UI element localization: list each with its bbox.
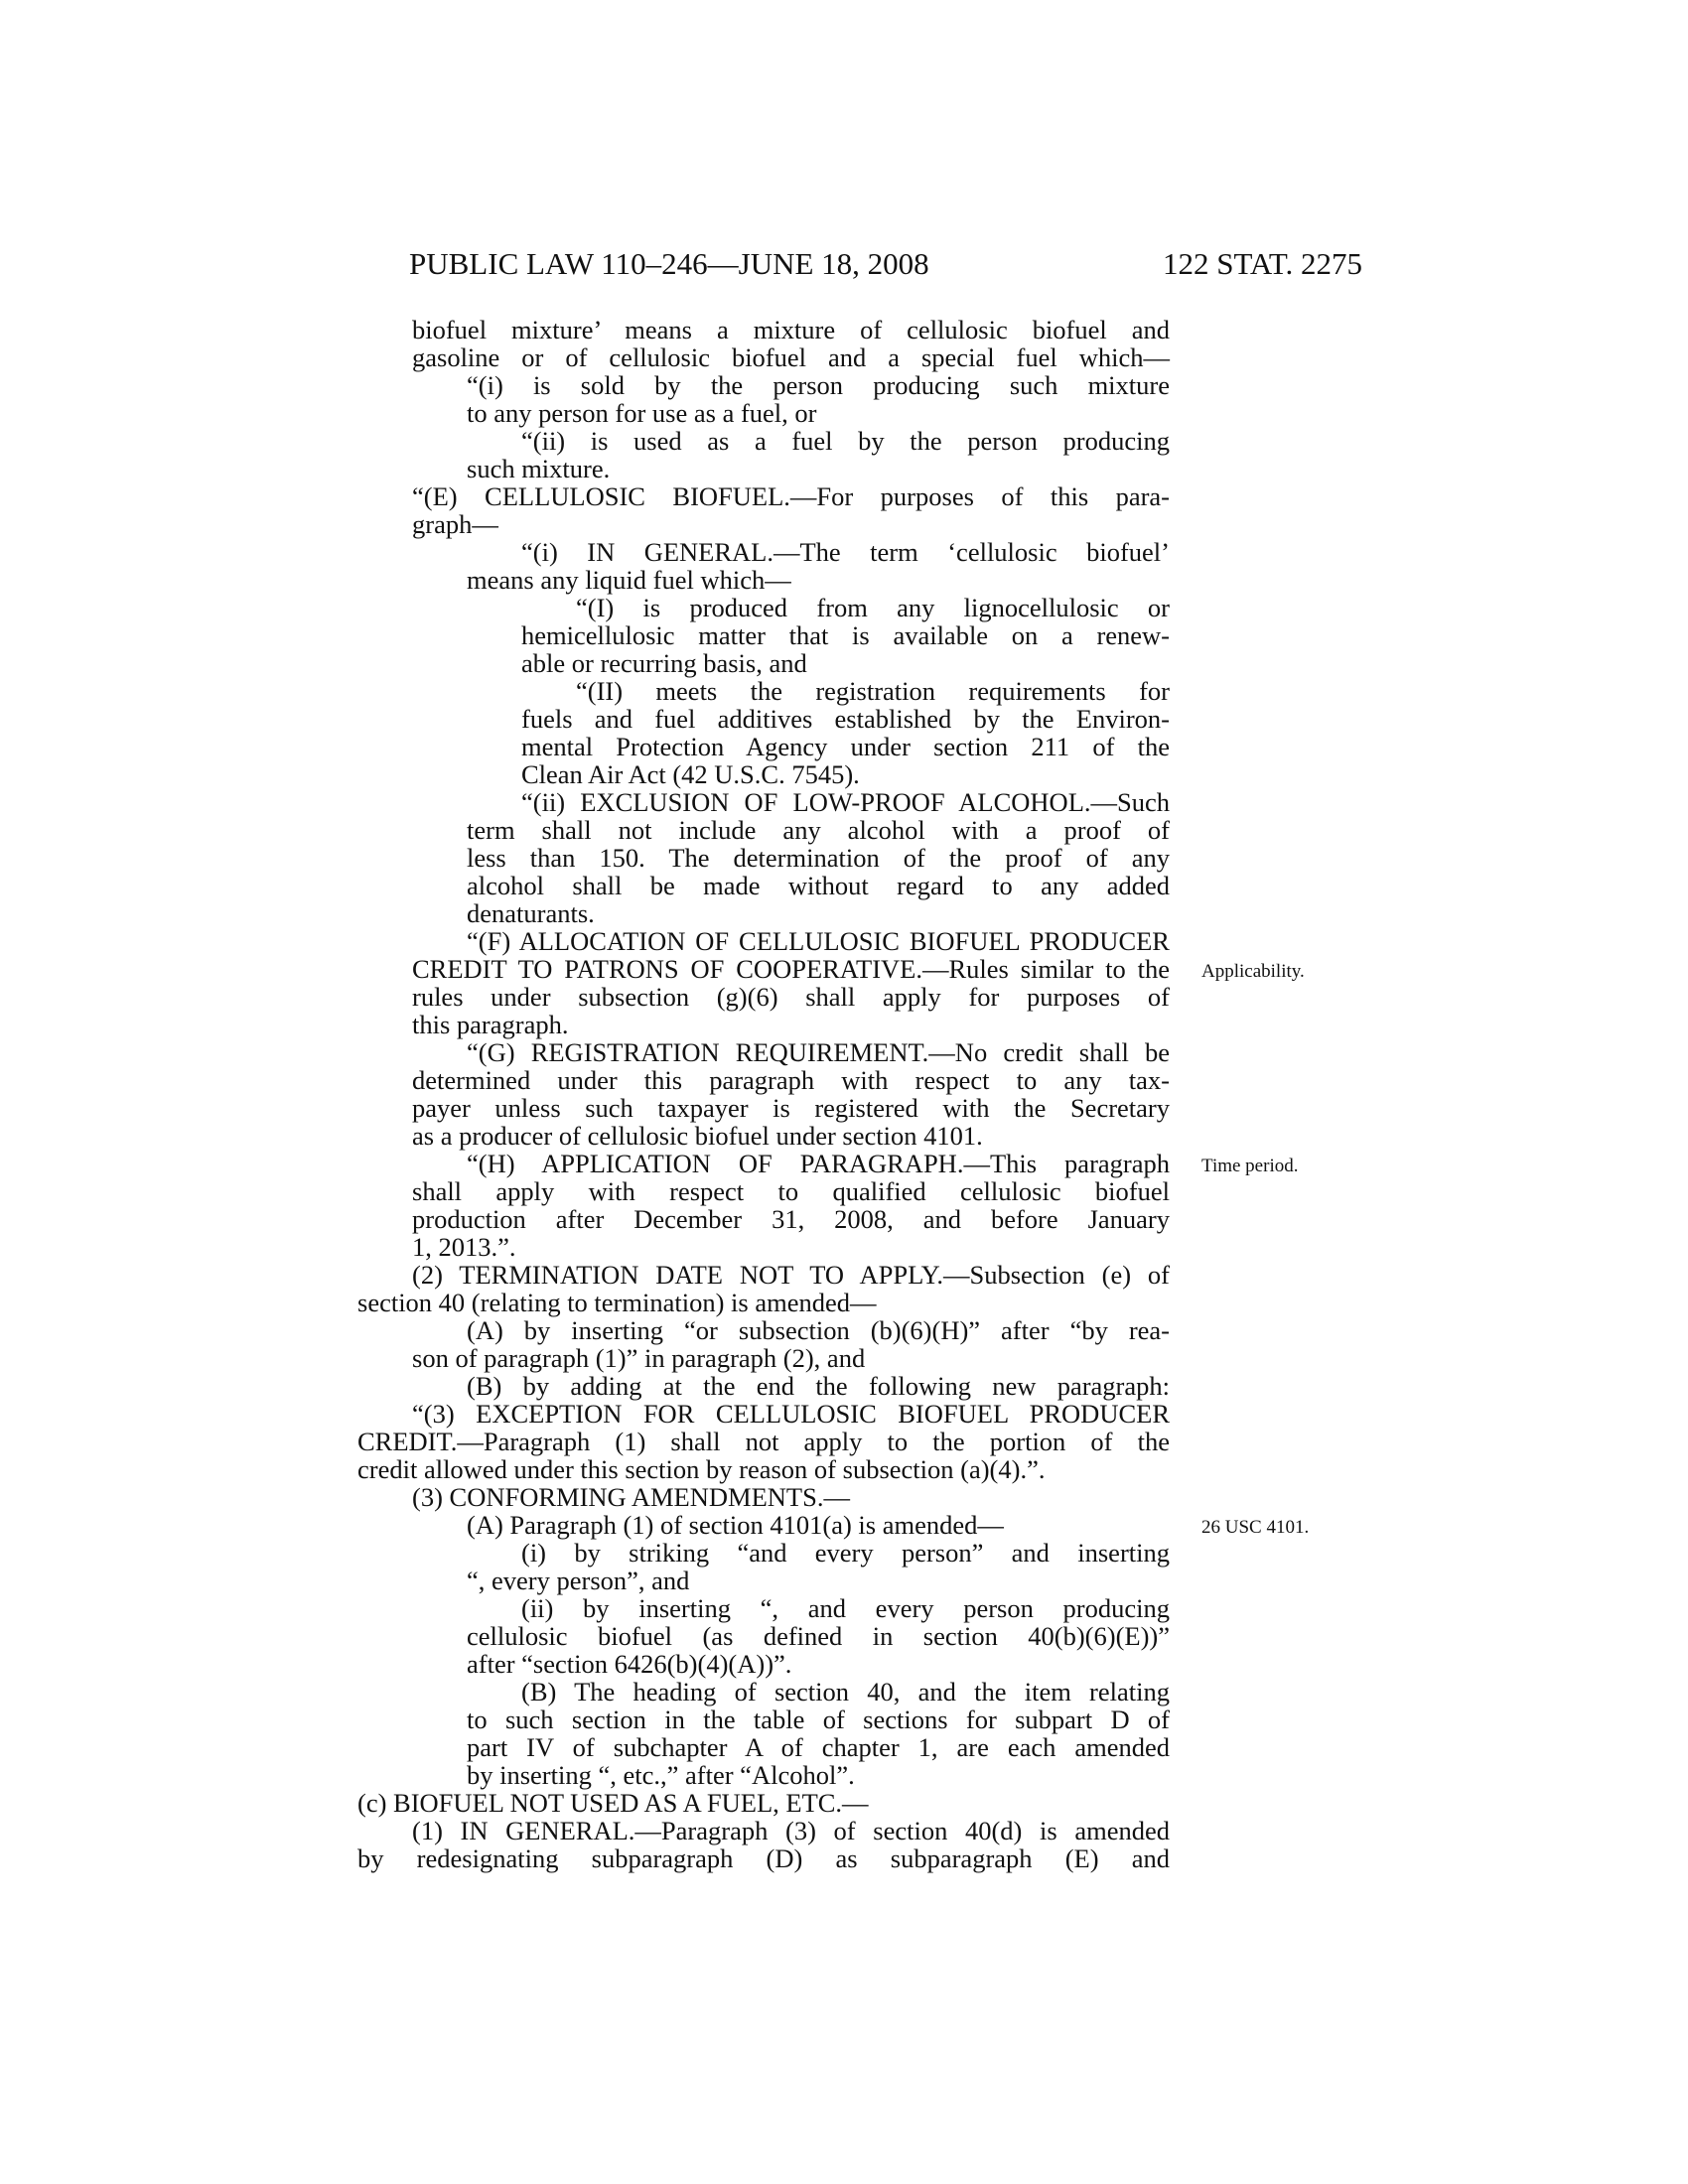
text-line: “(G) REGISTRATION REQUIREMENT.—No credit shall be <box>467 1037 1170 1067</box>
margin-note-applicability: Applicability. <box>1201 961 1305 982</box>
text-line: CREDIT TO PATRONS OF COOPERATIVE.—Rules similar to the <box>412 954 1170 984</box>
text-line: (i) by striking “and every person” and inserting <box>521 1538 1170 1568</box>
text-line: such mixture. <box>467 454 611 483</box>
text-line: (A) by inserting “or subsection (b)(6)(H)” after “by rea- <box>467 1315 1170 1345</box>
text-line: son of paragraph (1)” in paragraph (2), and <box>412 1343 866 1373</box>
statute-body-text <box>357 316 1170 1872</box>
text-line: denaturants. <box>467 898 595 928</box>
text-line: means any liquid fuel which— <box>467 565 791 595</box>
text-line: “(ii) is used as a fuel by the person producing <box>521 426 1170 456</box>
text-line: (c) BIOFUEL NOT USED AS A FUEL, ETC.— <box>357 1788 869 1818</box>
text-line: 1, 2013.”. <box>412 1232 516 1262</box>
text-line: “(H) APPLICATION OF PARAGRAPH.—This paragraph <box>467 1149 1170 1178</box>
text-line: to any person for use as a fuel, or <box>467 398 817 428</box>
text-line: (2) TERMINATION DATE NOT TO APPLY.—Subsection (e) of <box>412 1260 1170 1290</box>
text-line: section 40 (relating to termination) is amended— <box>357 1288 877 1317</box>
text-line: production after December 31, 2008, and before January <box>412 1204 1170 1234</box>
text-line: rules under subsection (g)(6) shall apply for purposes of <box>412 982 1170 1012</box>
text-line: credit allowed under this section by reason of subsection (a)(4).”. <box>357 1454 1046 1484</box>
text-line: fuels and fuel additives established by the Environ- <box>521 704 1170 734</box>
text-line: (A) Paragraph (1) of section 4101(a) is amended— <box>467 1510 1004 1540</box>
text-line: payer unless such taxpayer is registered with the Secretary <box>412 1093 1170 1123</box>
text-line: “(i) is sold by the person producing such mixture <box>467 370 1170 400</box>
margin-note-time-period: Time period. <box>1201 1156 1299 1176</box>
text-line: Clean Air Act (42 U.S.C. 7545). <box>521 759 860 789</box>
text-line: as a producer of cellulosic biofuel under section 4101. <box>412 1121 983 1151</box>
text-line: (B) The heading of section 40, and the item relating <box>521 1677 1170 1706</box>
header-statute-page: 122 STAT. 2275 <box>1162 246 1362 281</box>
text-line: “(ii) EXCLUSION OF LOW-PROOF ALCOHOL.—Such <box>521 787 1170 817</box>
text-line: to such section in the table of sections for subpart D of <box>467 1705 1170 1734</box>
text-line: part IV of subchapter A of chapter 1, are each amended <box>467 1732 1170 1762</box>
text-line: “(II) meets the registration requirements for <box>576 676 1170 706</box>
text-line: this paragraph. <box>412 1010 569 1039</box>
text-line: able or recurring basis, and <box>521 648 807 678</box>
text-line: cellulosic biofuel (as defined in section 40(b)(6)(E))” <box>467 1621 1170 1651</box>
text-line: alcohol shall be made without regard to any added <box>467 871 1170 900</box>
text-line: CREDIT.—Paragraph (1) shall not apply to the portion of the <box>357 1427 1170 1456</box>
text-line: (3) CONFORMING AMENDMENTS.— <box>412 1482 850 1512</box>
text-line: by redesignating subparagraph (D) as subparagraph (E) and <box>357 1843 1170 1873</box>
text-line: “(I) is produced from any lignocellulosic or <box>576 593 1170 622</box>
text-line: (B) by adding at the end the following new paragraph: <box>467 1371 1170 1401</box>
text-line: “(i) IN GENERAL.—The term ‘cellulosic biofuel’ <box>521 537 1170 567</box>
text-line: “(3) EXCEPTION FOR CELLULOSIC BIOFUEL PRODUCER <box>412 1399 1170 1429</box>
text-line: after “section 6426(b)(4)(A))”. <box>467 1649 792 1679</box>
text-line: by inserting “, etc.,” after “Alcohol”. <box>467 1760 855 1790</box>
header-public-law: PUBLIC LAW 110–246—JUNE 18, 2008 <box>409 246 929 281</box>
running-header <box>409 246 1362 286</box>
text-line: hemicellulosic matter that is available on a renew- <box>521 620 1170 650</box>
text-line: “, every person”, and <box>467 1566 690 1595</box>
text-line: “(F) ALLOCATION OF CELLULOSIC BIOFUEL PRODUCER <box>467 926 1170 956</box>
text-line: term shall not include any alcohol with a proof of <box>467 815 1170 845</box>
text-line: (ii) by inserting “, and every person producing <box>521 1593 1170 1623</box>
text-line: less than 150. The determination of the proof of any <box>467 843 1170 873</box>
text-line: gasoline or of cellulosic biofuel and a special fuel which— <box>412 342 1170 372</box>
text-line: (1) IN GENERAL.—Paragraph (3) of section 40(d) is amended <box>412 1816 1170 1845</box>
text-line: determined under this paragraph with respect to any tax- <box>412 1065 1170 1095</box>
text-line: “(E) CELLULOSIC BIOFUEL.—For purposes of this para- <box>412 481 1170 511</box>
margin-note-usc-citation: 26 USC 4101. <box>1201 1517 1310 1538</box>
text-line: shall apply with respect to qualified cellulosic biofuel <box>412 1176 1170 1206</box>
text-line: graph— <box>412 509 498 539</box>
text-line: mental Protection Agency under section 211 of the <box>521 732 1170 761</box>
text-line: biofuel mixture’ means a mixture of cellulosic biofuel and <box>412 315 1170 344</box>
